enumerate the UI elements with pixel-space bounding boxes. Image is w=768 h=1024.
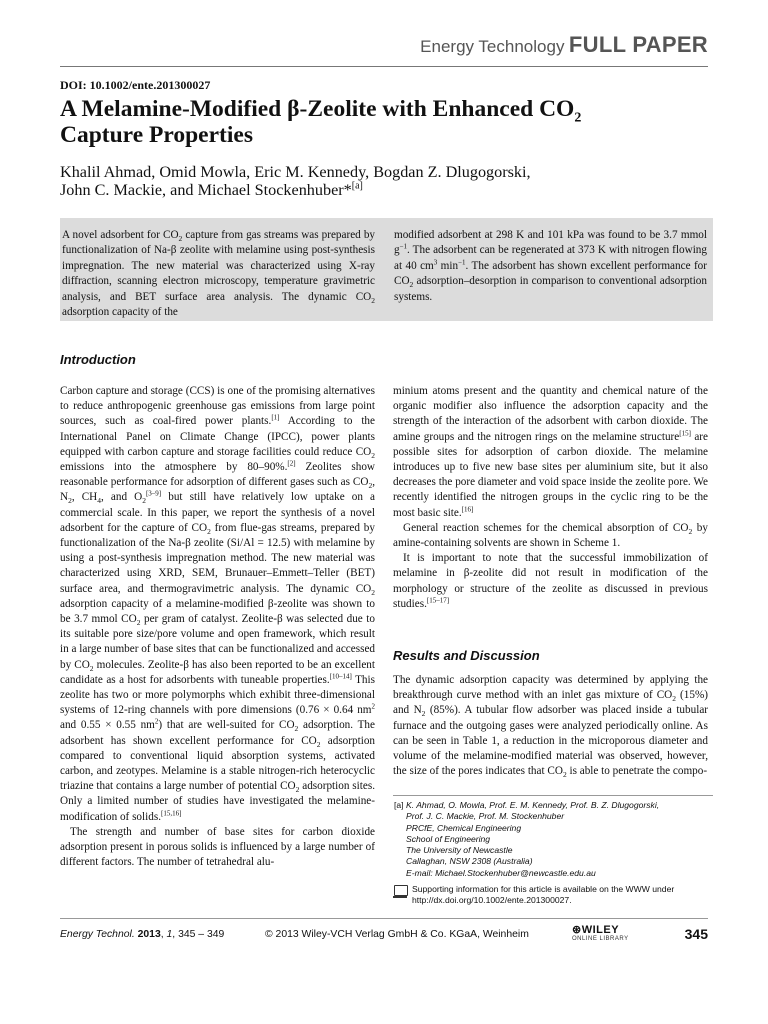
section-heading-introduction: Introduction: [60, 352, 136, 367]
affiliation-line: School of Engineering: [406, 833, 491, 844]
paragraph: General reaction schemes for the chemical absorption of $CO_2$ by amine-containing solvents are shown in Scheme 1.: [393, 521, 708, 550]
author-list: [60, 163, 710, 199]
doi[interactable]: DOI: 10.1002/ente.201300027: [60, 78, 211, 92]
header-rule: [60, 66, 708, 67]
running-header: [420, 32, 708, 58]
affiliation-line: K. Ahmad, O. Mowla, Prof. E. M. Kennedy, Prof. B. Z. Dlugogorski,: [406, 800, 660, 810]
affiliation-line: Prof. J. C. Mackie, Prof. M. Stockenhuber: [406, 811, 565, 822]
affiliation-line: The University of Newcastle: [406, 845, 513, 856]
title-subscript: 2: [574, 110, 582, 126]
affiliation-label: [a]: [394, 800, 404, 810]
affiliation-mark: [a]: [351, 180, 363, 192]
footer-year: 2013: [137, 929, 161, 940]
abstract-column-2: modified adsorbent at 298 K and 101 kPa was found to be 3.7 mmol $g^{-1}$. The adsorbent can be regenerated at 373 K with nitrogen flowing at 40 $cm^3$ $\min^{-1}$. The adsorbent has shown excellent performance for $CO_2$ adsorption–desorption in comparison to conventional adsorption systems.: [394, 229, 707, 303]
publisher-name: WILEY: [581, 924, 620, 936]
journal-name: Energy Technology: [420, 37, 565, 56]
authors-line-2: John C. Mackie, and Michael Stockenhuber*: [60, 181, 352, 199]
computer-icon: [394, 885, 408, 896]
paragraph: minium atoms present and the quantity and chemical nature of the organic modifier also influence the adsorption capacity and the strength of the interaction of the adsorbent with carbon dioxide. The amine groups and the nitrogen rings on the melamine structure[15] are possible sites for adsorption of carbon dioxide. The melamine introduces up to five new base sites per aluminium site, but it also decreases the pore diameter and void space inside the zeolite pore. We recently identified the nitrogen groups in the cyclic ring to be the most basic site.[16]: [393, 385, 708, 519]
title-text: A Melamine-Modified β-Zeolite with Enhanced CO: [60, 96, 575, 122]
introduction-text: [60, 384, 375, 871]
article-title: [60, 96, 700, 148]
wiley-logo: [572, 923, 629, 942]
supporting-info-note: [394, 884, 714, 907]
publisher-mark-icon: ⊛: [572, 924, 582, 936]
abstract-column-1: A novel adsorbent for $CO_2$ capture from gas streams was prepared by functionalization of Na-β zeolite with melamine using post-synthesis impregnation. The new material was characterized using X-ray diffraction, scanning electron microscopy, temperature gravimetric analysis, and BET surface area analysis. The dynamic $CO_2$ adsorption capacity of the: [62, 229, 376, 319]
footnote-rule: [393, 795, 713, 796]
footer-journal: Energy Technol.: [60, 929, 135, 940]
paragraph: The strength and number of base sites for carbon dioxide adsorption present in porous solids is influenced by a large number of different factors. The number of tetrahedral alu-: [60, 825, 375, 869]
title-text-line2: Capture Properties: [60, 122, 253, 148]
right-column-text: [393, 384, 708, 612]
footer-copyright: © 2013 Wiley-VCH Verlag GmbH & Co. KGaA, Weinheim: [265, 929, 529, 940]
affiliation-line: E-mail: Michael.Stockenhuber@newcastle.edu.au: [406, 867, 596, 878]
affiliation-line: Callaghan, NSW 2308 (Australia): [406, 856, 533, 867]
paragraph: Carbon capture and storage (CCS) is one of the promising alternatives to reduce anthropogenic greenhouse gas emissions from large point sources, such as coal-fired power plants.[1] According to the International Panel on Climate Change (IPCC), power plants equipped with carbon capture and storage facilities could reduce $CO_2$ emissions into the atmosphere by 80–90%.[2] Zeolites show reasonable performance for adsorption of different gases such as $CO_2$, $N_2$, $CH_4$, and $O_2[3-9]$ but still have relatively low uptake on a commercial scale. In this paper, we report the synthesis of a novel adsorbent for the capture of $CO_2$ from flue-gas streams, prepared by functionalization of the Na-β zeolite (Si/Al = 12.5) with melamine by using a post-synthesis impregnation method. The new material was characterized using XRD, SEM, Brunauer–Emmett–Teller (BET) surface area, and thermogravimetric analysis. The dynamic $CO_2$ adsorption capacity of a melamine-modified β-zeolite was shown to be 3.7 mmol $CO_2$ per gram of catalyst. Zeolite-β was selected due to its suitable pore size/pore volume and open framework, which result in a large number of base sites that can be functionalized and accessed by $CO_2$ molecules. Zeolite-β has also been reported to be an excellent candidate as a host for adsorbents with tuneable properties.[10–14] This zeolite has two or more polymorphs which exhibit three-dimensional systems of 12-ring channels with pore dimensions (0.76 × 0.64 $nm^2$ and 0.55 × 0.55 $nm^2$) that are well-suited for $CO_2$ adsorption. The adsorbent has shown excellent performance for $CO_2$ adsorption compared to conventional liquid absorption systems, activated carbon, and zeotypes. Melamine is a stable nitrogen-rich heterocyclic triazine that contains a large number of potential $CO_2$ adsorption sites. Only a limited number of studies have investigated the melamine-modification of solids.[15,16]: [60, 385, 376, 823]
footer-citation: Energy Technol. 2013, 1, 345 – 349: [60, 929, 225, 940]
affiliation-footnote: [394, 800, 714, 879]
results-paragraph: The dynamic adsorption capacity was determined by applying the breakthrough curve method with an inlet gas mixture of $CO_2$ (15%) and $N_2$ (85%). A tubular flow adsorber was placed inside a tubular furnace and the outgoing gases were analyzed periodically online. As can be seen in Table 1, a reduction in the microporous diameter and volume of the melamine-modified material was observed, however, the size of the pores indicates that $CO_2$ is able to penetrate the compo-: [393, 674, 709, 780]
paragraph: It is important to note that the successful immobilization of melamine in β-zeolite did not result in modification of the morphology or structure of the zeolite as discussed in previous studies.[15–17]: [393, 552, 708, 610]
results-text: [393, 673, 708, 779]
authors-line-1: Khalil Ahmad, Omid Mowla, Eric M. Kennedy, Bogdan Z. Dlugogorski,: [60, 163, 531, 181]
affiliation-line: PRCfE, Chemical Engineering: [406, 822, 522, 833]
article-type-label: FULL PAPER: [568, 32, 708, 57]
footer-pages: 345 – 349: [178, 929, 225, 940]
affiliation-lines: [406, 800, 714, 879]
footer-volume: 1: [166, 929, 173, 940]
page-number: 345: [684, 926, 708, 942]
supporting-info-text[interactable]: Supporting information for this article is available on the WWW under http://dx.doi.org/10.1002/ente.201300027.: [412, 884, 675, 906]
online-library-label: ONLINE LIBRARY: [572, 936, 629, 942]
footer-rule: [60, 918, 708, 919]
section-heading-results: Results and Discussion: [393, 648, 540, 663]
abstract-box: [60, 218, 713, 321]
